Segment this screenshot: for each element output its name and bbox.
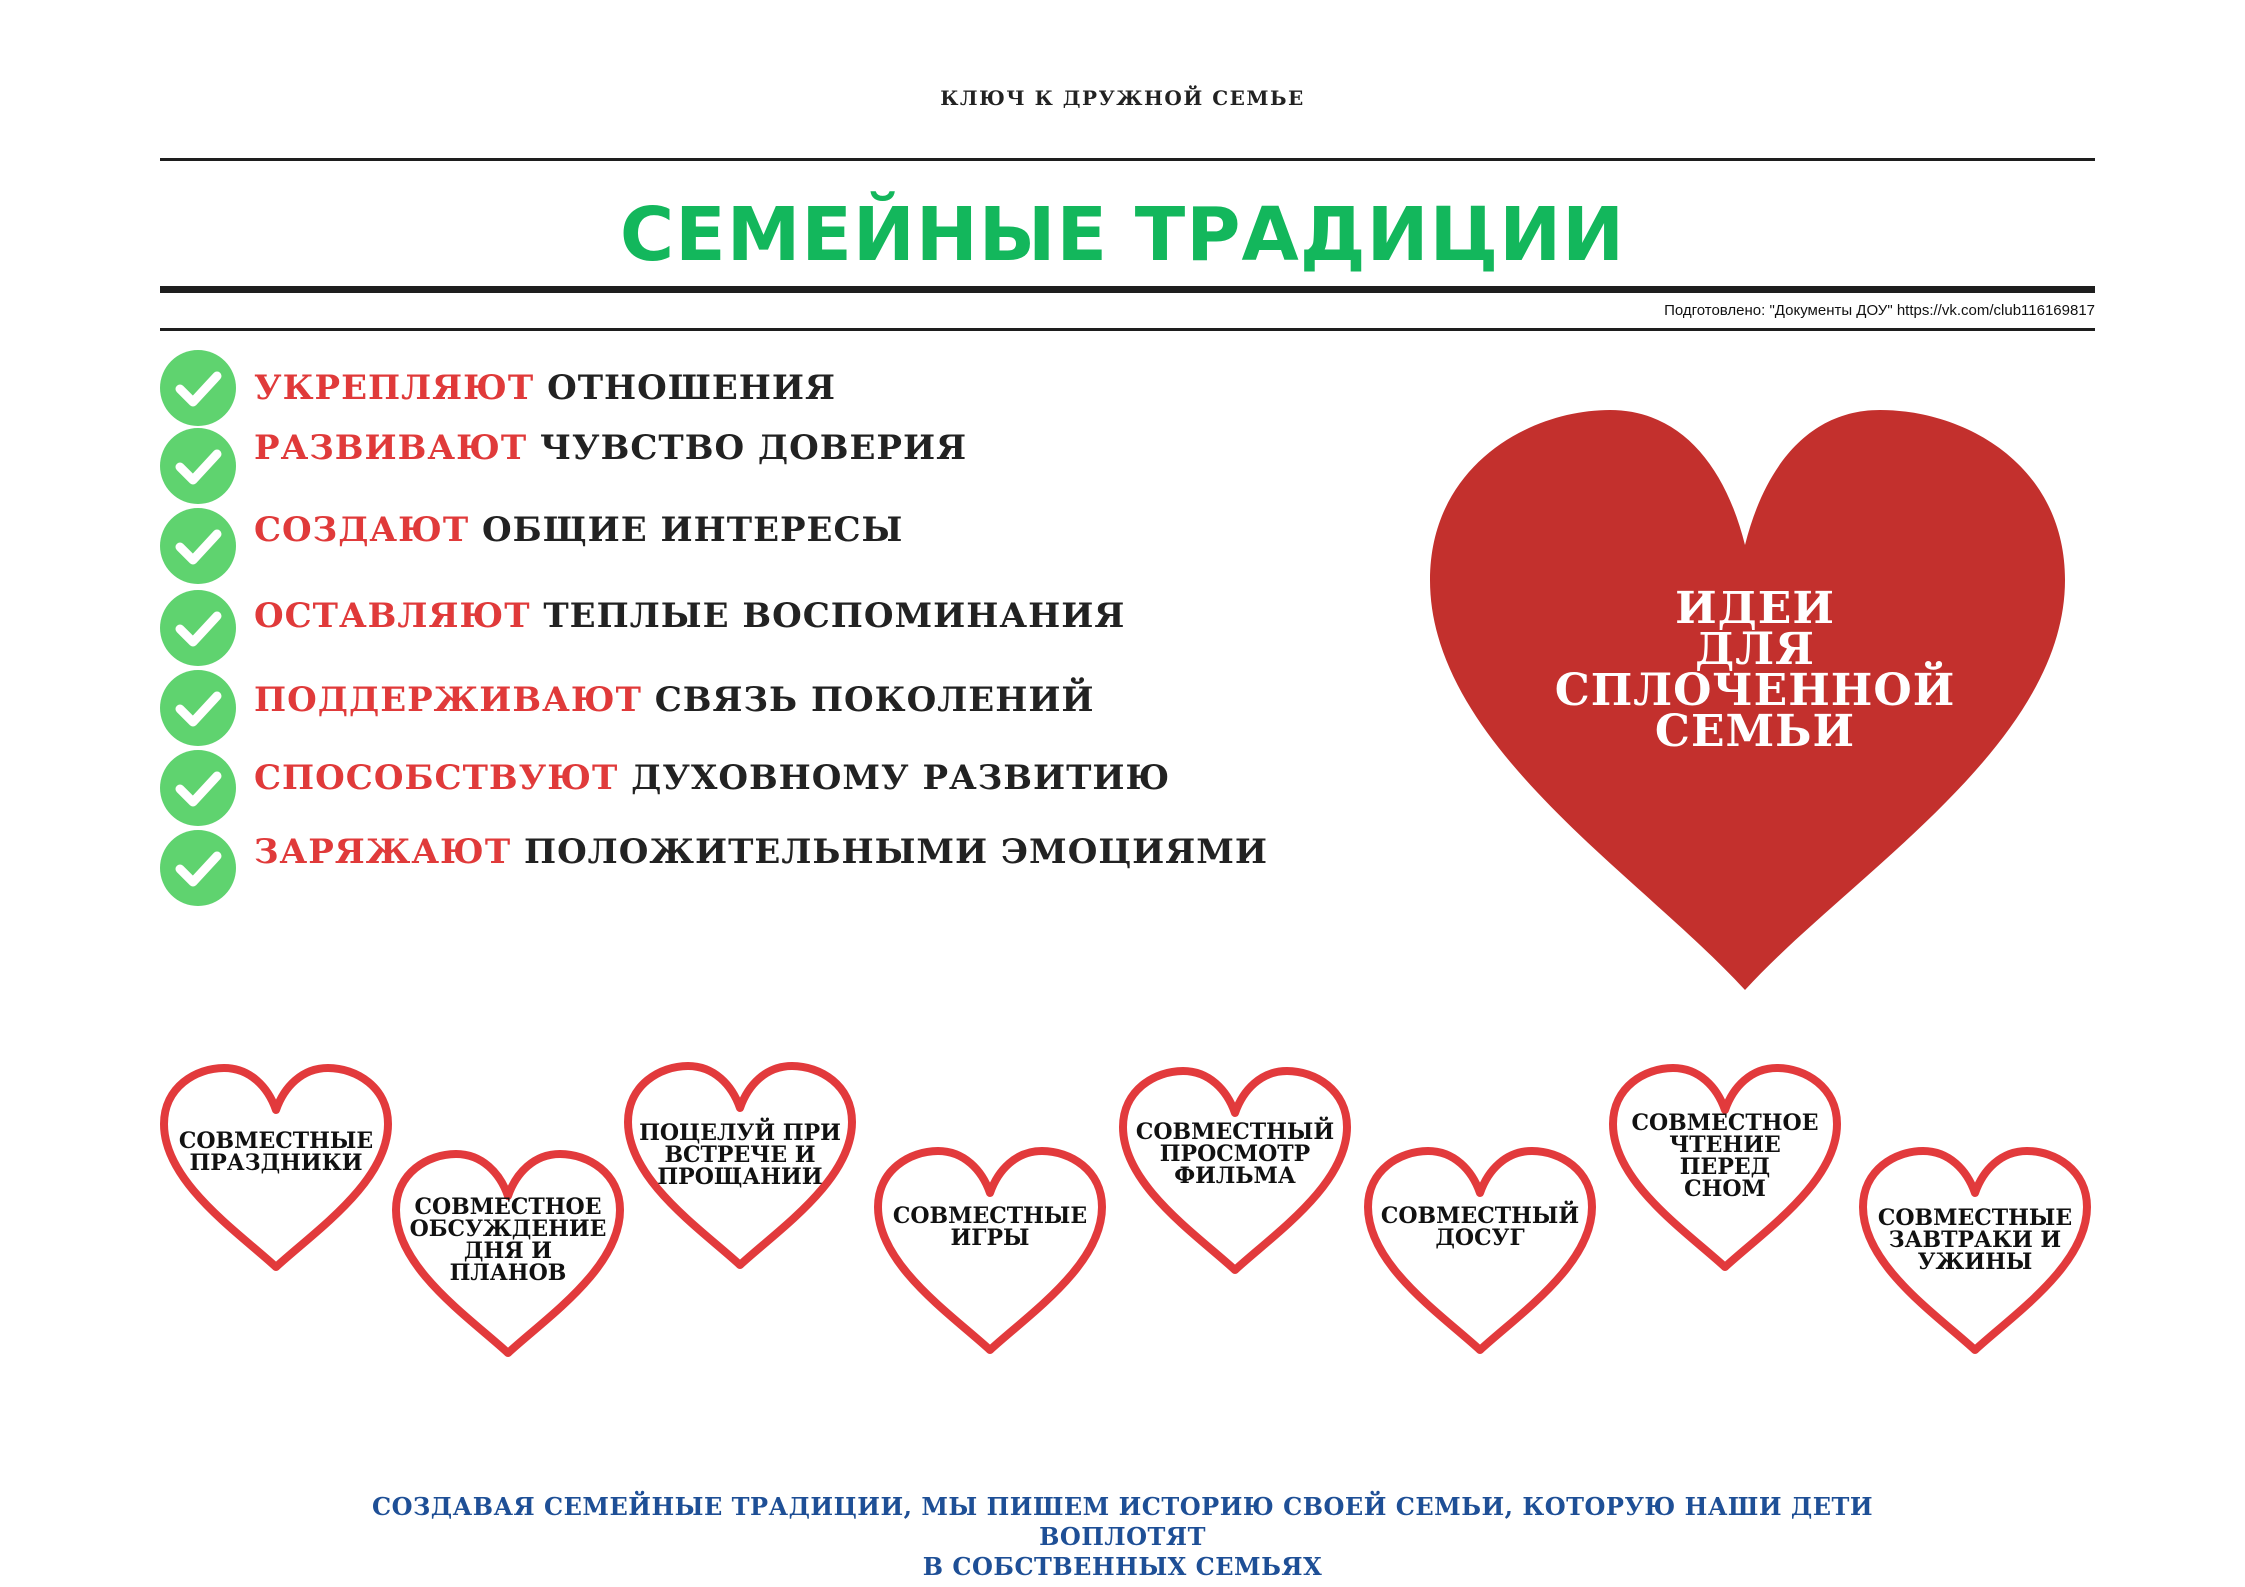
tradition-line: ПЛАНОВ <box>449 1260 567 1286</box>
tradition-label <box>636 1122 844 1188</box>
checkmark-icon <box>160 508 236 584</box>
ideas-line: СПЛОЧЕННОЙ <box>1554 665 1956 716</box>
benefit-text <box>254 832 1268 872</box>
tradition-label <box>1621 1112 1829 1200</box>
checkmark-icon <box>160 590 236 666</box>
tradition-line: УЖИНЫ <box>1917 1249 2033 1275</box>
tradition-label <box>1131 1121 1339 1187</box>
ideas-heart-label <box>1500 583 2010 757</box>
tradition-heart <box>870 1145 1110 1360</box>
benefit-rest: ОБЩИЕ ИНТЕРЕСЫ <box>469 510 904 550</box>
benefit-verb: СПОСОБСТВУЮТ <box>254 758 619 798</box>
benefit-rest: ПОЛОЖИТЕЛЬНЫМИ ЭМОЦИЯМИ <box>511 832 1269 872</box>
benefit-rest: ДУХОВНОМУ РАЗВИТИЮ <box>618 758 1171 798</box>
ideas-line: ДЛЯ <box>1695 624 1815 675</box>
benefit-item <box>160 350 1420 426</box>
top-label: КЛЮЧ К ДРУЖНОЙ СЕМЬЕ <box>940 86 1305 110</box>
benefit-text <box>254 368 836 408</box>
benefit-item <box>160 508 1420 584</box>
tradition-line: ОБСУЖДЕНИЕ <box>409 1216 607 1242</box>
tradition-line: ФИЛЬМА <box>1174 1163 1296 1189</box>
tradition-line: СОВМЕСТНЫЕ <box>892 1203 1088 1229</box>
tradition-label <box>886 1205 1094 1249</box>
tradition-line: СОВМЕСТНОЕ <box>1631 1110 1819 1136</box>
outline-heart-icon <box>1360 1145 1600 1360</box>
benefit-verb: ЗАРЯЖАЮТ <box>254 832 512 872</box>
tradition-heart <box>1605 1062 1845 1277</box>
tradition-line: ЗАВТРАКИ И <box>1888 1227 2062 1253</box>
benefit-text <box>254 596 1125 636</box>
tradition-heart <box>156 1062 396 1277</box>
tradition-heart <box>1855 1145 2095 1360</box>
tradition-line: СНОМ <box>1684 1176 1766 1202</box>
tradition-heart <box>1360 1145 1600 1360</box>
checkmark-icon <box>160 830 236 906</box>
tradition-line: ПОЦЕЛУЙ ПРИ <box>639 1120 841 1146</box>
benefit-item <box>160 590 1420 666</box>
tradition-line: ПРОЩАНИИ <box>657 1164 823 1190</box>
benefit-item <box>160 830 1420 906</box>
tradition-line: СОВМЕСТНЫЙ <box>1380 1203 1580 1229</box>
benefit-verb: СОЗДАЮТ <box>254 510 470 550</box>
footer-line: СОЗДАВАЯ СЕМЕЙНЫЕ ТРАДИЦИИ, МЫ ПИШЕМ ИСТОРИЮ СВОЕЙ СЕМЬИ, КОТОРУЮ НАШИ ДЕТИ ВОПЛОТЯТ <box>371 1492 1874 1551</box>
tradition-label <box>172 1130 380 1174</box>
benefit-rest: СВЯЗЬ ПОКОЛЕНИЙ <box>641 680 1095 720</box>
benefit-verb: РАЗВИВАЮТ <box>254 428 528 468</box>
tradition-line: ПРАЗДНИКИ <box>189 1150 363 1176</box>
benefit-text <box>254 758 1170 798</box>
tradition-line: ЧТЕНИЕ <box>1669 1132 1781 1158</box>
benefit-item <box>160 670 1420 746</box>
tradition-line: СОВМЕСТНЫЕ <box>178 1128 374 1154</box>
ideas-line: СЕМЬИ <box>1654 706 1856 757</box>
benefit-text <box>254 680 1095 720</box>
tradition-line: ВСТРЕЧЕ И <box>664 1142 816 1168</box>
benefit-verb: ОСТАВЛЯЮТ <box>254 596 531 636</box>
checkmark-icon <box>160 750 236 826</box>
tradition-label <box>404 1196 612 1284</box>
checkmark-icon <box>160 350 236 426</box>
tradition-line: ДОСУГ <box>1435 1225 1525 1251</box>
checkmark-icon <box>160 428 236 504</box>
tradition-line: ПЕРЕД <box>1679 1154 1771 1180</box>
tradition-line: СОВМЕСТНОЕ <box>414 1194 602 1220</box>
page-title: СЕМЕЙНЫЕ ТРАДИЦИИ <box>619 192 1626 278</box>
tradition-heart <box>1115 1065 1355 1280</box>
checkmark-icon <box>160 670 236 746</box>
ideas-line: ИДЕИ <box>1675 583 1835 634</box>
tradition-label <box>1871 1207 2079 1273</box>
title-rule <box>160 286 2095 293</box>
benefit-rest: ЧУВСТВО ДОВЕРИЯ <box>527 428 968 468</box>
tradition-heart <box>620 1060 860 1275</box>
benefit-text <box>254 510 903 550</box>
benefit-item <box>160 428 1420 504</box>
tradition-label <box>1376 1205 1584 1249</box>
tradition-line: ДНЯ И <box>463 1238 553 1264</box>
tradition-heart <box>388 1148 628 1363</box>
tradition-line: СОВМЕСТНЫЕ <box>1877 1205 2073 1231</box>
outline-heart-icon <box>870 1145 1110 1360</box>
benefit-text <box>254 428 967 468</box>
tradition-line: ИГРЫ <box>950 1225 1030 1251</box>
credit-rule <box>160 328 2095 331</box>
top-rule <box>160 158 2095 161</box>
benefit-verb: ПОДДЕРЖИВАЮТ <box>254 680 642 720</box>
benefit-rest: ТЕПЛЫЕ ВОСПОМИНАНИЯ <box>530 596 1126 636</box>
credit-text: Подготовлено: "Документы ДОУ" https://vk.com/club116169817 <box>1664 302 2095 319</box>
benefit-verb: УКРЕПЛЯЮТ <box>254 368 535 408</box>
footer-line: В СОБСТВЕННЫХ СЕМЬЯХ <box>922 1552 1323 1581</box>
benefit-item <box>160 750 1420 826</box>
tradition-line: ПРОСМОТР <box>1159 1141 1311 1167</box>
benefit-rest: ОТНОШЕНИЯ <box>534 368 836 408</box>
tradition-line: СОВМЕСТНЫЙ <box>1135 1119 1335 1145</box>
footer-quote <box>320 1492 1925 1582</box>
